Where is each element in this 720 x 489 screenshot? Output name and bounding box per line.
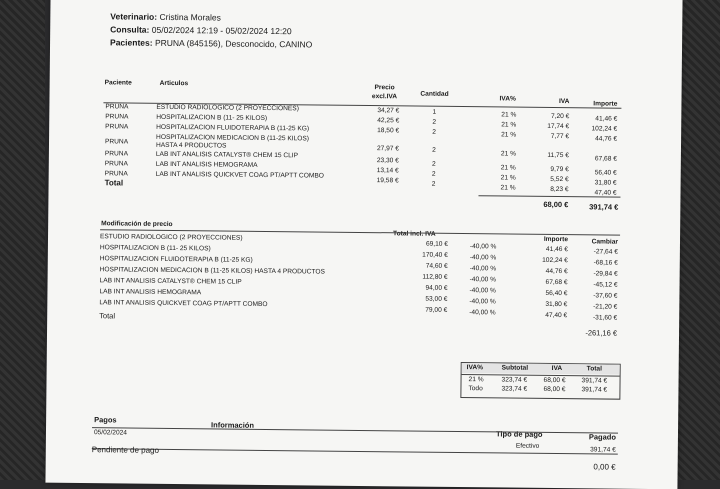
sum-row-iva: 68,00 € [543,385,566,394]
mod-row-articulo: HOSPITALIZACION FLUIDOTERAPIA B (11-25 KG) [99,255,253,264]
sum-row-iva-pct: 21 % [468,376,484,384]
consulta-value: 05/02/2024 12:19 - 05/02/2024 12:20 [151,24,292,37]
pacientes-value: PRUNA (845156), Desconocido, CANINO [154,37,313,50]
sum-row-iva-pct: Todo [468,385,483,393]
row-precio: 13,14 € [376,167,399,175]
mod-row-pct: -40,00 % [469,287,496,295]
col-cantidad: Cantidad [420,90,449,98]
sum-row-subtotal: 323,74 € [501,385,528,393]
mod-row-articulo: LAB INT ANALISIS HEMOGRAMA [99,288,202,297]
row-paciente: PRUNA [104,138,129,146]
row-precio: 18,50 € [377,127,400,135]
mod-row-importe: 102,24 € [542,256,568,265]
row-iva-pct: 21 % [500,164,516,172]
row-articulo-cont: HASTA 4 PRODUCTOS [155,141,227,150]
sum-row-total: 391,74 € [581,386,608,394]
consulta-line [110,24,292,36]
row-paciente: PRUNA [105,123,129,131]
mod-row-pct: -40,00 % [469,298,496,306]
row-cantidad: 2 [431,180,436,188]
row-articulo: ESTUDIO RADIOLOGICO (2 PROYECCIONES) [156,103,299,113]
row-importe: 44,76 € [595,135,618,143]
col-articulos: Articulos [159,79,189,88]
mod-row-total: 69,10 € [425,240,449,248]
consulta-label: Consulta: [110,24,150,35]
col-precio: Precio [374,84,395,92]
background-left [0,0,45,480]
row-importe: 41,46 € [595,115,618,123]
mod-row-articulo: ESTUDIO RADIOLOGICO (2 PROYECCIONES) [99,233,243,242]
row-paciente: PRUNA [104,170,128,178]
row-iva-pct: 21 % [501,131,517,139]
payment-tipo: Efectivo [515,442,540,450]
mod-row-importe: 31,80 € [545,300,568,309]
pacientes-line [110,37,312,49]
items-total-label: Total [104,178,124,188]
row-iva: 17,74 € [547,122,570,131]
row-importe: 47,40 € [594,189,617,197]
row-importe: 56,40 € [594,169,617,177]
mod-row-cambiar: -27,64 € [593,248,618,256]
pagos-label: Pagos [94,415,117,425]
mod-row-cambiar: -21,20 € [593,303,618,311]
mod-row-pct: -40,00 % [469,243,497,251]
row-articulo: HOSPITALIZACION FLUIDOTERAPIA B (11-25 KG) [156,123,310,133]
row-articulo: LAB INT ANALISIS HEMOGRAMA [155,160,258,169]
mod-row-importe: 56,40 € [545,289,568,298]
row-cantidad: 2 [432,128,437,136]
tipo-label: Tipo de pago [495,429,543,439]
col-iva-pct: IVA% [499,95,516,103]
pacientes-label: Pacientes: [110,37,153,48]
mod-row-total: 170,40 € [422,251,448,259]
row-articulo: LAB INT ANALISIS QUICKVET COAG PT/APTT COMBO [155,170,324,180]
col-paciente: Paciente [104,79,132,87]
invoice-paper [45,0,682,489]
mod-col-importe: Importe [543,235,569,244]
summary-box [460,362,620,400]
mod-row-cambiar: -31,60 € [592,314,618,322]
mod-row-articulo: LAB INT ANALISIS QUICKVET COAG PT/APTT COMBO [99,299,268,308]
row-iva-pct: 21 % [500,174,516,182]
row-paciente: PRUNA [105,103,129,111]
pagado-label: Pagado [588,432,617,442]
mod-col-cambiar: Cambiar [591,238,619,246]
row-articulo: LAB INT ANALISIS CATALYST® CHEM 15 CLIP [155,150,299,160]
mod-row-cambiar: -29,84 € [593,270,618,278]
mod-row-pct: -40,00 % [469,276,497,284]
vet-line [110,11,221,22]
col-iva: IVA [558,98,570,106]
row-iva: 9,79 € [550,165,569,174]
mod-row-cambiar: -45,12 € [593,281,618,289]
row-importe: 31,80 € [594,179,617,187]
sum-col-total: Total [586,365,602,373]
mod-total-cambiar: -261,16 € [585,328,618,338]
items-total-importe: 391,74 € [589,202,619,212]
vet-label: Veterinario: [110,11,158,22]
row-iva: 8,23 € [550,185,569,194]
payment-date: 05/02/2024 [93,429,128,437]
sum-row-total: 391,74 € [581,377,608,385]
mod-row-total: 112,80 € [422,273,448,281]
row-iva-pct: 21 % [501,111,517,119]
row-precio: 34,27 € [377,107,400,115]
mod-row-cambiar: -37,60 € [593,292,618,300]
vet-value: Cristina Morales [159,11,221,23]
row-precio: 23,30 € [376,157,399,165]
sum-row-subtotal: 323,74 € [501,376,528,384]
mod-row-importe: 41,46 € [545,245,568,254]
payment-pagado: 391,74 € [590,446,616,454]
row-cantidad: 1 [432,108,437,116]
mod-row-cambiar: -68,16 € [593,259,618,267]
mod-row-total: 94,00 € [425,284,448,292]
row-cantidad: 2 [432,118,437,126]
mod-row-pct: -40,00 % [469,265,497,273]
row-cantidad: 2 [432,146,436,154]
mod-total-label: Total [99,311,116,321]
total-rule [478,195,620,197]
row-precio: 42,25 € [377,117,400,125]
mod-row-pct: -40,00 % [469,254,497,262]
mod-row-articulo: HOSPITALIZACION B (11- 25 KILOS) [99,244,211,253]
row-cantidad: 2 [431,170,436,178]
row-cantidad: 2 [431,160,436,168]
mod-row-total: 79,00 € [425,306,448,314]
pendiente-value: 0,00 € [593,462,616,472]
row-importe: 67,68 € [594,155,617,163]
mod-row-total: 53,00 € [425,295,448,303]
col-precio-excl: excl.IVA [371,93,398,101]
row-iva: 7,20 € [550,112,570,121]
row-paciente: PRUNA [105,113,129,121]
col-importe: Importe [593,100,618,108]
row-iva: 5,52 € [550,175,569,184]
mod-row-pct: -40,00 % [469,309,496,317]
row-articulo: HOSPITALIZACION B (11- 25 KILOS) [156,113,268,122]
row-iva-pct: 21 % [500,184,516,192]
row-iva-pct: 21 % [501,121,517,129]
row-iva-pct: 21 % [500,150,516,158]
row-iva: 11,75 € [547,151,569,160]
sum-col-iva-pct: IVA% [466,364,484,372]
items-total-iva: 68,00 € [543,199,569,210]
mod-row-importe: 44,76 € [545,267,568,276]
row-precio: 27,97 € [376,145,400,153]
mod-col-total: Total incl. IVA [393,230,436,238]
row-articulo: HOSPITALIZACION MEDICACION B (11-25 KILOS) [156,133,310,143]
sum-col-subtotal: Subtotal [501,364,529,372]
row-precio: 19,58 € [376,177,399,185]
row-importe: 102,24 € [591,125,618,133]
mod-row-total: 74,60 € [425,262,448,270]
sum-row-iva: 68,00 € [543,376,566,385]
row-paciente: PRUNA [104,150,129,158]
mod-row-importe: 47,40 € [545,311,568,320]
row-paciente: PRUNA [104,160,128,168]
pendiente-label: Pendiente de pago [91,445,160,455]
mod-row-importe: 67,68 € [545,278,568,287]
row-iva: 7,77 € [550,132,570,141]
sum-col-iva: IVA [551,364,563,373]
mod-title: Modificación de precio [101,220,173,228]
info-label: Información [211,420,255,430]
mod-row-articulo: LAB INT ANALISIS CATALYST® CHEM 15 CLIP [99,277,242,286]
mod-row-articulo: HOSPITALIZACION MEDICACION B (11-25 KILOS) HASTA 4 PRODUCTOS [99,266,325,276]
